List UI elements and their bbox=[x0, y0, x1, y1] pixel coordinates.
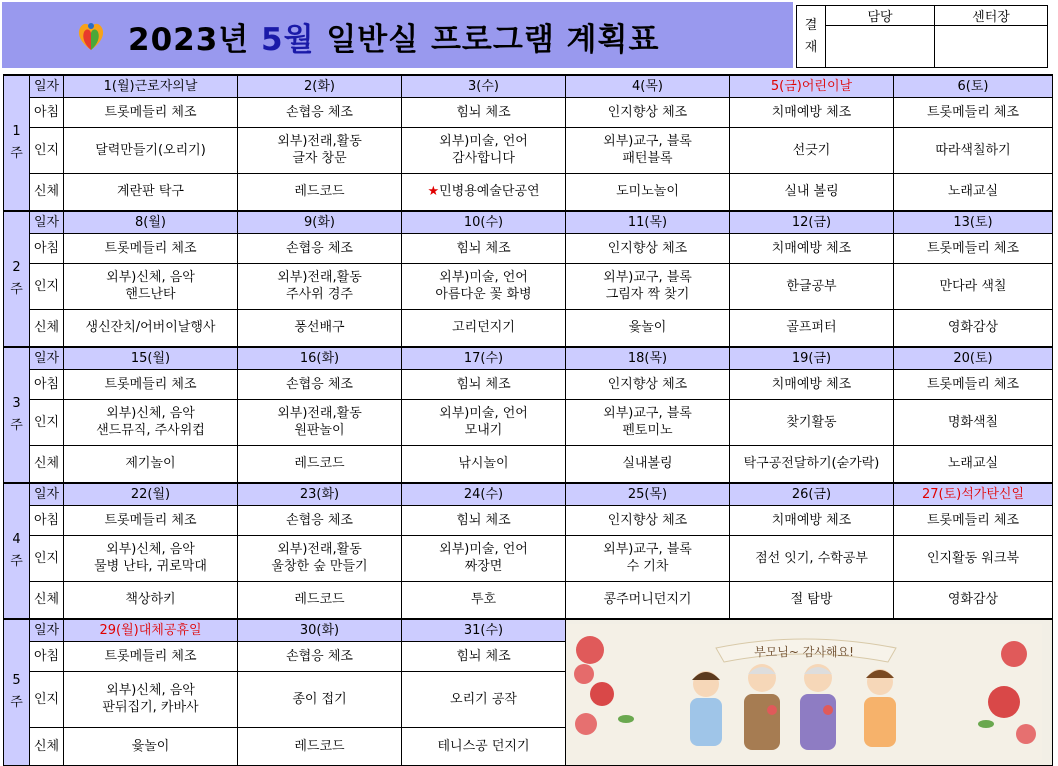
row-label-date: 일자 bbox=[30, 211, 64, 233]
morning-cell bbox=[402, 97, 566, 127]
cell-line: 외부)교구, 블록 bbox=[603, 542, 692, 557]
row-label-cognitive: 인지 bbox=[30, 127, 64, 173]
cell-text: 트롯메들리 체조 bbox=[104, 104, 197, 120]
title-bar bbox=[2, 2, 793, 68]
week-label: 2 주 bbox=[4, 211, 30, 347]
approval-label: 결 재 bbox=[797, 6, 826, 68]
cell-text: 9(화) bbox=[304, 214, 335, 230]
cell-text: 20(토) bbox=[953, 350, 993, 366]
cell-line: 판뒤집기, 카바사 bbox=[102, 700, 199, 715]
physical-cell bbox=[238, 173, 402, 211]
cell-line: 외부)신체, 음악 bbox=[106, 406, 195, 421]
cell-text: 22(월) bbox=[130, 486, 171, 502]
morning-cell bbox=[238, 97, 402, 127]
cell-line: 펜토미노 bbox=[622, 423, 673, 438]
schedule-table bbox=[3, 74, 1053, 766]
date-cell bbox=[64, 619, 238, 641]
banner-text: 부모님~ 감사해요! bbox=[754, 645, 854, 660]
cell-line: 만다라 색칠 bbox=[939, 278, 1007, 294]
physical-cell bbox=[64, 309, 238, 347]
week-4-date-row bbox=[4, 483, 1053, 505]
morning-cell bbox=[402, 641, 566, 671]
cell-line: 외부)미술, 언어 bbox=[439, 406, 528, 421]
cell-text: 힘뇌 체조 bbox=[456, 240, 511, 256]
date-cell bbox=[238, 483, 402, 505]
morning-cell bbox=[64, 233, 238, 263]
cognitive-cell bbox=[402, 671, 566, 727]
cell-text: 레드코드 bbox=[294, 456, 345, 472]
cognitive-cell bbox=[238, 671, 402, 727]
cell-line: 외부)신체, 음악 bbox=[106, 270, 195, 285]
cell-line: 외부)미술, 언어 bbox=[439, 134, 528, 149]
cell-text: 힘뇌 체조 bbox=[456, 104, 511, 120]
morning-cell bbox=[402, 369, 566, 399]
cell-text: 절 탐방 bbox=[790, 592, 833, 608]
approval-sign-staff bbox=[826, 26, 935, 68]
row-label-physical: 신체 bbox=[30, 727, 64, 765]
row-label-cognitive: 인지 bbox=[30, 535, 64, 581]
cell-line: 따라색칠하기 bbox=[935, 142, 1011, 158]
week-4-physical-row bbox=[4, 581, 1053, 619]
cell-text: 2(화) bbox=[304, 78, 335, 94]
cognitive-cell bbox=[64, 399, 238, 445]
week-label: 5 주 bbox=[4, 619, 30, 765]
cell-text: 민병용예술단공연 bbox=[439, 184, 540, 200]
physical-cell bbox=[730, 173, 894, 211]
morning-cell bbox=[730, 233, 894, 263]
cell-line: 외부)교구, 블록 bbox=[603, 270, 692, 285]
cognitive-cell bbox=[894, 535, 1053, 581]
row-label-date: 일자 bbox=[30, 75, 64, 97]
holiday-date: 29(월)대체공휴일 bbox=[99, 622, 202, 638]
cognitive-cell bbox=[402, 127, 566, 173]
cognitive-cell bbox=[238, 399, 402, 445]
cell-line: 외부)신체, 음악 bbox=[106, 542, 195, 557]
cell-text: 13(토) bbox=[953, 214, 993, 230]
date-cell bbox=[64, 483, 238, 505]
week-1-date-row bbox=[4, 75, 1053, 97]
morning-cell bbox=[238, 233, 402, 263]
physical-cell bbox=[238, 727, 402, 765]
week-4-cognitive-row bbox=[4, 535, 1053, 581]
cell-text: 탁구공전달하기(숟가락) bbox=[743, 456, 880, 472]
cell-text: 12(금) bbox=[791, 214, 832, 230]
morning-cell bbox=[64, 505, 238, 535]
cognitive-cell bbox=[238, 263, 402, 309]
cognitive-cell bbox=[894, 263, 1053, 309]
cognitive-cell bbox=[402, 263, 566, 309]
parents-day-illustration bbox=[566, 619, 1053, 765]
date-cell bbox=[894, 483, 1053, 505]
cell-text: 손협응 체조 bbox=[286, 376, 353, 392]
morning-cell bbox=[730, 505, 894, 535]
date-cell bbox=[402, 75, 566, 97]
morning-cell bbox=[730, 369, 894, 399]
cell-text: 테니스공 던지기 bbox=[437, 738, 530, 754]
morning-cell bbox=[238, 369, 402, 399]
morning-cell bbox=[238, 641, 402, 671]
cell-text: 손협응 체조 bbox=[286, 512, 353, 528]
cell-line: 외부)교구, 블록 bbox=[603, 406, 692, 421]
week-2-cognitive-row bbox=[4, 263, 1053, 309]
title-month: 5월 bbox=[261, 22, 315, 58]
cell-text: 골프퍼터 bbox=[786, 320, 837, 336]
morning-cell bbox=[238, 505, 402, 535]
cognitive-cell bbox=[730, 399, 894, 445]
cell-line: 외부)신체, 음악 bbox=[106, 683, 195, 698]
week-3-cognitive-row bbox=[4, 399, 1053, 445]
date-cell bbox=[566, 75, 730, 97]
date-cell bbox=[238, 211, 402, 233]
cell-text: 16(화) bbox=[299, 350, 340, 366]
physical-cell bbox=[64, 581, 238, 619]
cognitive-cell bbox=[64, 535, 238, 581]
approval-sign-director bbox=[935, 26, 1048, 68]
cell-text: 실내 볼링 bbox=[784, 184, 839, 200]
morning-cell bbox=[402, 233, 566, 263]
cognitive-cell bbox=[64, 127, 238, 173]
cell-text: 트롯메들리 체조 bbox=[926, 240, 1020, 256]
physical-cell bbox=[566, 445, 730, 483]
morning-cell bbox=[894, 505, 1053, 535]
cell-text: 3(수) bbox=[468, 78, 499, 94]
morning-cell bbox=[64, 641, 238, 671]
row-label-date: 일자 bbox=[30, 483, 64, 505]
cognitive-cell bbox=[566, 399, 730, 445]
cell-text: 생신잔치/어버이날행사 bbox=[85, 320, 216, 336]
date-cell bbox=[566, 483, 730, 505]
cell-text: 25(목) bbox=[627, 486, 668, 502]
row-label-morning: 아침 bbox=[30, 641, 64, 671]
cell-text: 책상하키 bbox=[125, 592, 176, 608]
cell-line: 샌드뮤직, 주사위컵 bbox=[96, 423, 205, 438]
approval-box bbox=[796, 5, 1048, 68]
week-1-physical-row bbox=[4, 173, 1053, 211]
physical-cell bbox=[238, 445, 402, 483]
morning-cell bbox=[894, 369, 1053, 399]
cognitive-cell bbox=[566, 127, 730, 173]
cell-line: 한글공부 bbox=[786, 278, 837, 294]
physical-cell bbox=[894, 309, 1053, 347]
date-cell bbox=[566, 211, 730, 233]
cell-text: 계란판 탁구 bbox=[117, 184, 184, 200]
cell-line: 외부)미술, 언어 bbox=[439, 542, 528, 557]
week-1-cognitive-row bbox=[4, 127, 1053, 173]
cell-text: 트롯메들리 체조 bbox=[104, 376, 197, 392]
cell-line: 찾기활동 bbox=[786, 414, 837, 430]
cognitive-cell bbox=[64, 671, 238, 727]
cell-text: 11(목) bbox=[627, 214, 668, 230]
week-3-date-row bbox=[4, 347, 1053, 369]
row-label-physical: 신체 bbox=[30, 173, 64, 211]
physical-cell bbox=[64, 173, 238, 211]
morning-cell bbox=[402, 505, 566, 535]
cell-text: 인지향상 체조 bbox=[607, 240, 688, 256]
date-cell bbox=[238, 619, 402, 641]
morning-cell bbox=[894, 97, 1053, 127]
date-cell bbox=[730, 75, 894, 97]
cognitive-cell bbox=[402, 399, 566, 445]
cell-line: 외부)전래,활동 bbox=[277, 406, 362, 421]
week-3-physical-row bbox=[4, 445, 1053, 483]
date-cell bbox=[402, 211, 566, 233]
row-label-cognitive: 인지 bbox=[30, 263, 64, 309]
cell-text: 30(화) bbox=[299, 622, 340, 638]
week-label: 4 주 bbox=[4, 483, 30, 619]
cell-text: 힘뇌 체조 bbox=[456, 376, 511, 392]
cell-text: 트롯메들리 체조 bbox=[104, 512, 197, 528]
row-label-physical: 신체 bbox=[30, 309, 64, 347]
physical-cell bbox=[730, 581, 894, 619]
cell-text: 19(금) bbox=[791, 350, 832, 366]
row-label-physical: 신체 bbox=[30, 445, 64, 483]
date-cell bbox=[238, 347, 402, 369]
cell-text: 31(수) bbox=[463, 622, 504, 638]
approval-col-staff: 담당 bbox=[826, 6, 935, 26]
cell-line: 점선 잇기, 수학공부 bbox=[755, 550, 868, 566]
cell-line: 외부)전래,활동 bbox=[277, 270, 362, 285]
cell-text: 영화감상 bbox=[947, 592, 999, 608]
cell-line: 오리기 공작 bbox=[450, 691, 517, 707]
cell-text: 노래교실 bbox=[947, 456, 999, 472]
cell-line: 원판놀이 bbox=[294, 423, 345, 438]
row-label-cognitive: 인지 bbox=[30, 671, 64, 727]
row-label-date: 일자 bbox=[30, 619, 64, 641]
cell-line: 패턴블록 bbox=[622, 151, 673, 166]
cell-line: 울창한 숲 만들기 bbox=[271, 559, 368, 574]
cell-line: 종이 접기 bbox=[292, 691, 347, 707]
week-3-morning-row bbox=[4, 369, 1053, 399]
cell-text: 힘뇌 체조 bbox=[456, 648, 511, 664]
cognitive-cell bbox=[238, 127, 402, 173]
cognitive-cell bbox=[894, 399, 1053, 445]
morning-cell bbox=[730, 97, 894, 127]
week-4-morning-row bbox=[4, 505, 1053, 535]
cell-text: 24(수) bbox=[463, 486, 504, 502]
morning-cell bbox=[64, 369, 238, 399]
date-cell bbox=[64, 211, 238, 233]
physical-cell bbox=[894, 445, 1053, 483]
physical-cell bbox=[730, 445, 894, 483]
cell-text: 영화감상 bbox=[947, 320, 999, 336]
date-cell bbox=[894, 75, 1053, 97]
cell-text: 18(목) bbox=[627, 350, 668, 366]
cell-line: 물병 난타, 귀로막대 bbox=[94, 559, 207, 574]
cell-text: 콩주머니던지기 bbox=[603, 592, 692, 608]
cell-text: 23(화) bbox=[299, 486, 340, 502]
physical-cell bbox=[894, 581, 1053, 619]
cell-text: 풍선배구 bbox=[294, 320, 345, 336]
cell-text: 투호 bbox=[470, 592, 497, 608]
physical-cell bbox=[402, 309, 566, 347]
morning-cell bbox=[64, 97, 238, 127]
morning-cell bbox=[566, 505, 730, 535]
page-title: 2023년 5월 일반실 프로그램 계획표 bbox=[128, 22, 660, 58]
cell-text: 레드코드 bbox=[294, 184, 345, 200]
cognitive-cell bbox=[402, 535, 566, 581]
cell-line: 그림자 짝 찾기 bbox=[605, 287, 690, 302]
physical-cell bbox=[64, 445, 238, 483]
approval-col-director: 센터장 bbox=[935, 6, 1048, 26]
week-label: 3 주 bbox=[4, 347, 30, 483]
cognitive-cell bbox=[730, 127, 894, 173]
cell-text: 치매예방 체조 bbox=[771, 240, 852, 256]
cell-text: 인지향상 체조 bbox=[607, 512, 688, 528]
cell-line: 감사합니다 bbox=[452, 151, 515, 166]
cognitive-cell bbox=[64, 263, 238, 309]
cell-text: 10(수) bbox=[463, 214, 504, 230]
cell-text: 인지향상 체조 bbox=[607, 104, 688, 120]
cell-line: 글자 창문 bbox=[292, 151, 347, 166]
week-1-morning-row bbox=[4, 97, 1053, 127]
cell-line: 외부)교구, 블록 bbox=[603, 134, 692, 149]
cell-text: 26(금) bbox=[791, 486, 832, 502]
cell-line: 명화색칠 bbox=[947, 414, 999, 430]
date-cell bbox=[566, 347, 730, 369]
cell-line: 외부)전래,활동 bbox=[277, 134, 362, 149]
date-cell bbox=[64, 75, 238, 97]
family-illustration-icon bbox=[566, 624, 1042, 760]
row-label-morning: 아침 bbox=[30, 369, 64, 399]
cell-text: 레드코드 bbox=[294, 592, 345, 608]
cell-text: 8(월) bbox=[135, 214, 166, 230]
date-cell bbox=[730, 211, 894, 233]
week-2-physical-row bbox=[4, 309, 1053, 347]
cell-text: 1(월)근로자의날 bbox=[103, 78, 198, 94]
cell-text: 15(월) bbox=[130, 350, 171, 366]
cell-line: 짜장면 bbox=[464, 559, 503, 574]
physical-cell bbox=[238, 581, 402, 619]
week-label: 1 주 bbox=[4, 75, 30, 211]
cell-text: 윷놀이 bbox=[628, 320, 667, 336]
cell-line: 외부)미술, 언어 bbox=[439, 270, 528, 285]
cognitive-cell bbox=[730, 535, 894, 581]
physical-cell bbox=[402, 727, 566, 765]
date-cell bbox=[894, 347, 1053, 369]
date-cell bbox=[402, 483, 566, 505]
cell-text: 도미노놀이 bbox=[616, 184, 679, 200]
cell-text: 손협응 체조 bbox=[286, 648, 353, 664]
cell-line: 선긋기 bbox=[792, 142, 831, 158]
physical-cell bbox=[402, 173, 566, 211]
week-5-date-row bbox=[4, 619, 1053, 641]
physical-cell bbox=[64, 727, 238, 765]
row-label-morning: 아침 bbox=[30, 505, 64, 535]
cognitive-cell bbox=[238, 535, 402, 581]
cell-text: 힘뇌 체조 bbox=[456, 512, 511, 528]
physical-cell bbox=[730, 309, 894, 347]
cell-text: 17(수) bbox=[463, 350, 504, 366]
physical-cell bbox=[566, 581, 730, 619]
cell-text: 레드코드 bbox=[294, 738, 345, 754]
star-icon: ★ bbox=[427, 184, 440, 200]
cell-text: 트롯메들리 체조 bbox=[926, 104, 1020, 120]
cell-text: 실내볼링 bbox=[622, 456, 673, 472]
date-cell bbox=[402, 347, 566, 369]
week-2-date-row bbox=[4, 211, 1053, 233]
cell-line: 주사위 경주 bbox=[286, 287, 353, 302]
physical-cell bbox=[566, 173, 730, 211]
cell-text: 노래교실 bbox=[947, 184, 999, 200]
row-label-morning: 아침 bbox=[30, 97, 64, 127]
cognitive-cell bbox=[566, 535, 730, 581]
row-label-physical: 신체 bbox=[30, 581, 64, 619]
cell-line: 달력만들기(오리기) bbox=[95, 142, 206, 158]
cell-line: 핸드난타 bbox=[125, 287, 176, 302]
row-label-cognitive: 인지 bbox=[30, 399, 64, 445]
physical-cell bbox=[402, 445, 566, 483]
physical-cell bbox=[402, 581, 566, 619]
cell-text: 윷놀이 bbox=[131, 738, 170, 754]
cell-text: 손협응 체조 bbox=[286, 240, 353, 256]
morning-cell bbox=[894, 233, 1053, 263]
cell-line: 인지활동 워크북 bbox=[926, 550, 1020, 566]
physical-cell bbox=[238, 309, 402, 347]
cell-text: 트롯메들리 체조 bbox=[104, 648, 197, 664]
physical-cell bbox=[566, 309, 730, 347]
center-logo-icon bbox=[76, 20, 106, 52]
cell-text: 6(토) bbox=[957, 78, 989, 94]
cell-text: 치매예방 체조 bbox=[771, 104, 852, 120]
date-cell bbox=[64, 347, 238, 369]
morning-cell bbox=[566, 233, 730, 263]
cell-line: 외부)전래,활동 bbox=[277, 542, 362, 557]
holiday-date: 5(금)어린이날 bbox=[770, 78, 853, 94]
cell-text: 4(목) bbox=[632, 78, 663, 94]
cell-text: 트롯메들리 체조 bbox=[926, 376, 1020, 392]
cell-text: 치매예방 체조 bbox=[771, 376, 852, 392]
cognitive-cell bbox=[730, 263, 894, 309]
cell-line: 모내기 bbox=[464, 423, 503, 438]
cell-line: 수 기차 bbox=[626, 559, 669, 574]
date-cell bbox=[730, 483, 894, 505]
cell-text: 인지향상 체조 bbox=[607, 376, 688, 392]
cell-text: 낚시놀이 bbox=[458, 456, 509, 472]
cell-text: 트롯메들리 체조 bbox=[104, 240, 197, 256]
row-label-morning: 아침 bbox=[30, 233, 64, 263]
morning-cell bbox=[566, 369, 730, 399]
date-cell bbox=[402, 619, 566, 641]
week-2-morning-row bbox=[4, 233, 1053, 263]
row-label-date: 일자 bbox=[30, 347, 64, 369]
holiday-date: 27(토)석가탄신일 bbox=[921, 486, 1025, 502]
morning-cell bbox=[566, 97, 730, 127]
cell-text: 고리던지기 bbox=[452, 320, 515, 336]
cell-text: 트롯메들리 체조 bbox=[926, 512, 1020, 528]
date-cell bbox=[894, 211, 1053, 233]
physical-cell bbox=[894, 173, 1053, 211]
cell-text: 손협응 체조 bbox=[286, 104, 353, 120]
date-cell bbox=[730, 347, 894, 369]
date-cell bbox=[238, 75, 402, 97]
cognitive-cell bbox=[894, 127, 1053, 173]
cell-text: 치매예방 체조 bbox=[771, 512, 852, 528]
cognitive-cell bbox=[566, 263, 730, 309]
cell-text: 제기놀이 bbox=[125, 456, 176, 472]
cell-line: 아름다운 꽃 화병 bbox=[435, 287, 532, 302]
